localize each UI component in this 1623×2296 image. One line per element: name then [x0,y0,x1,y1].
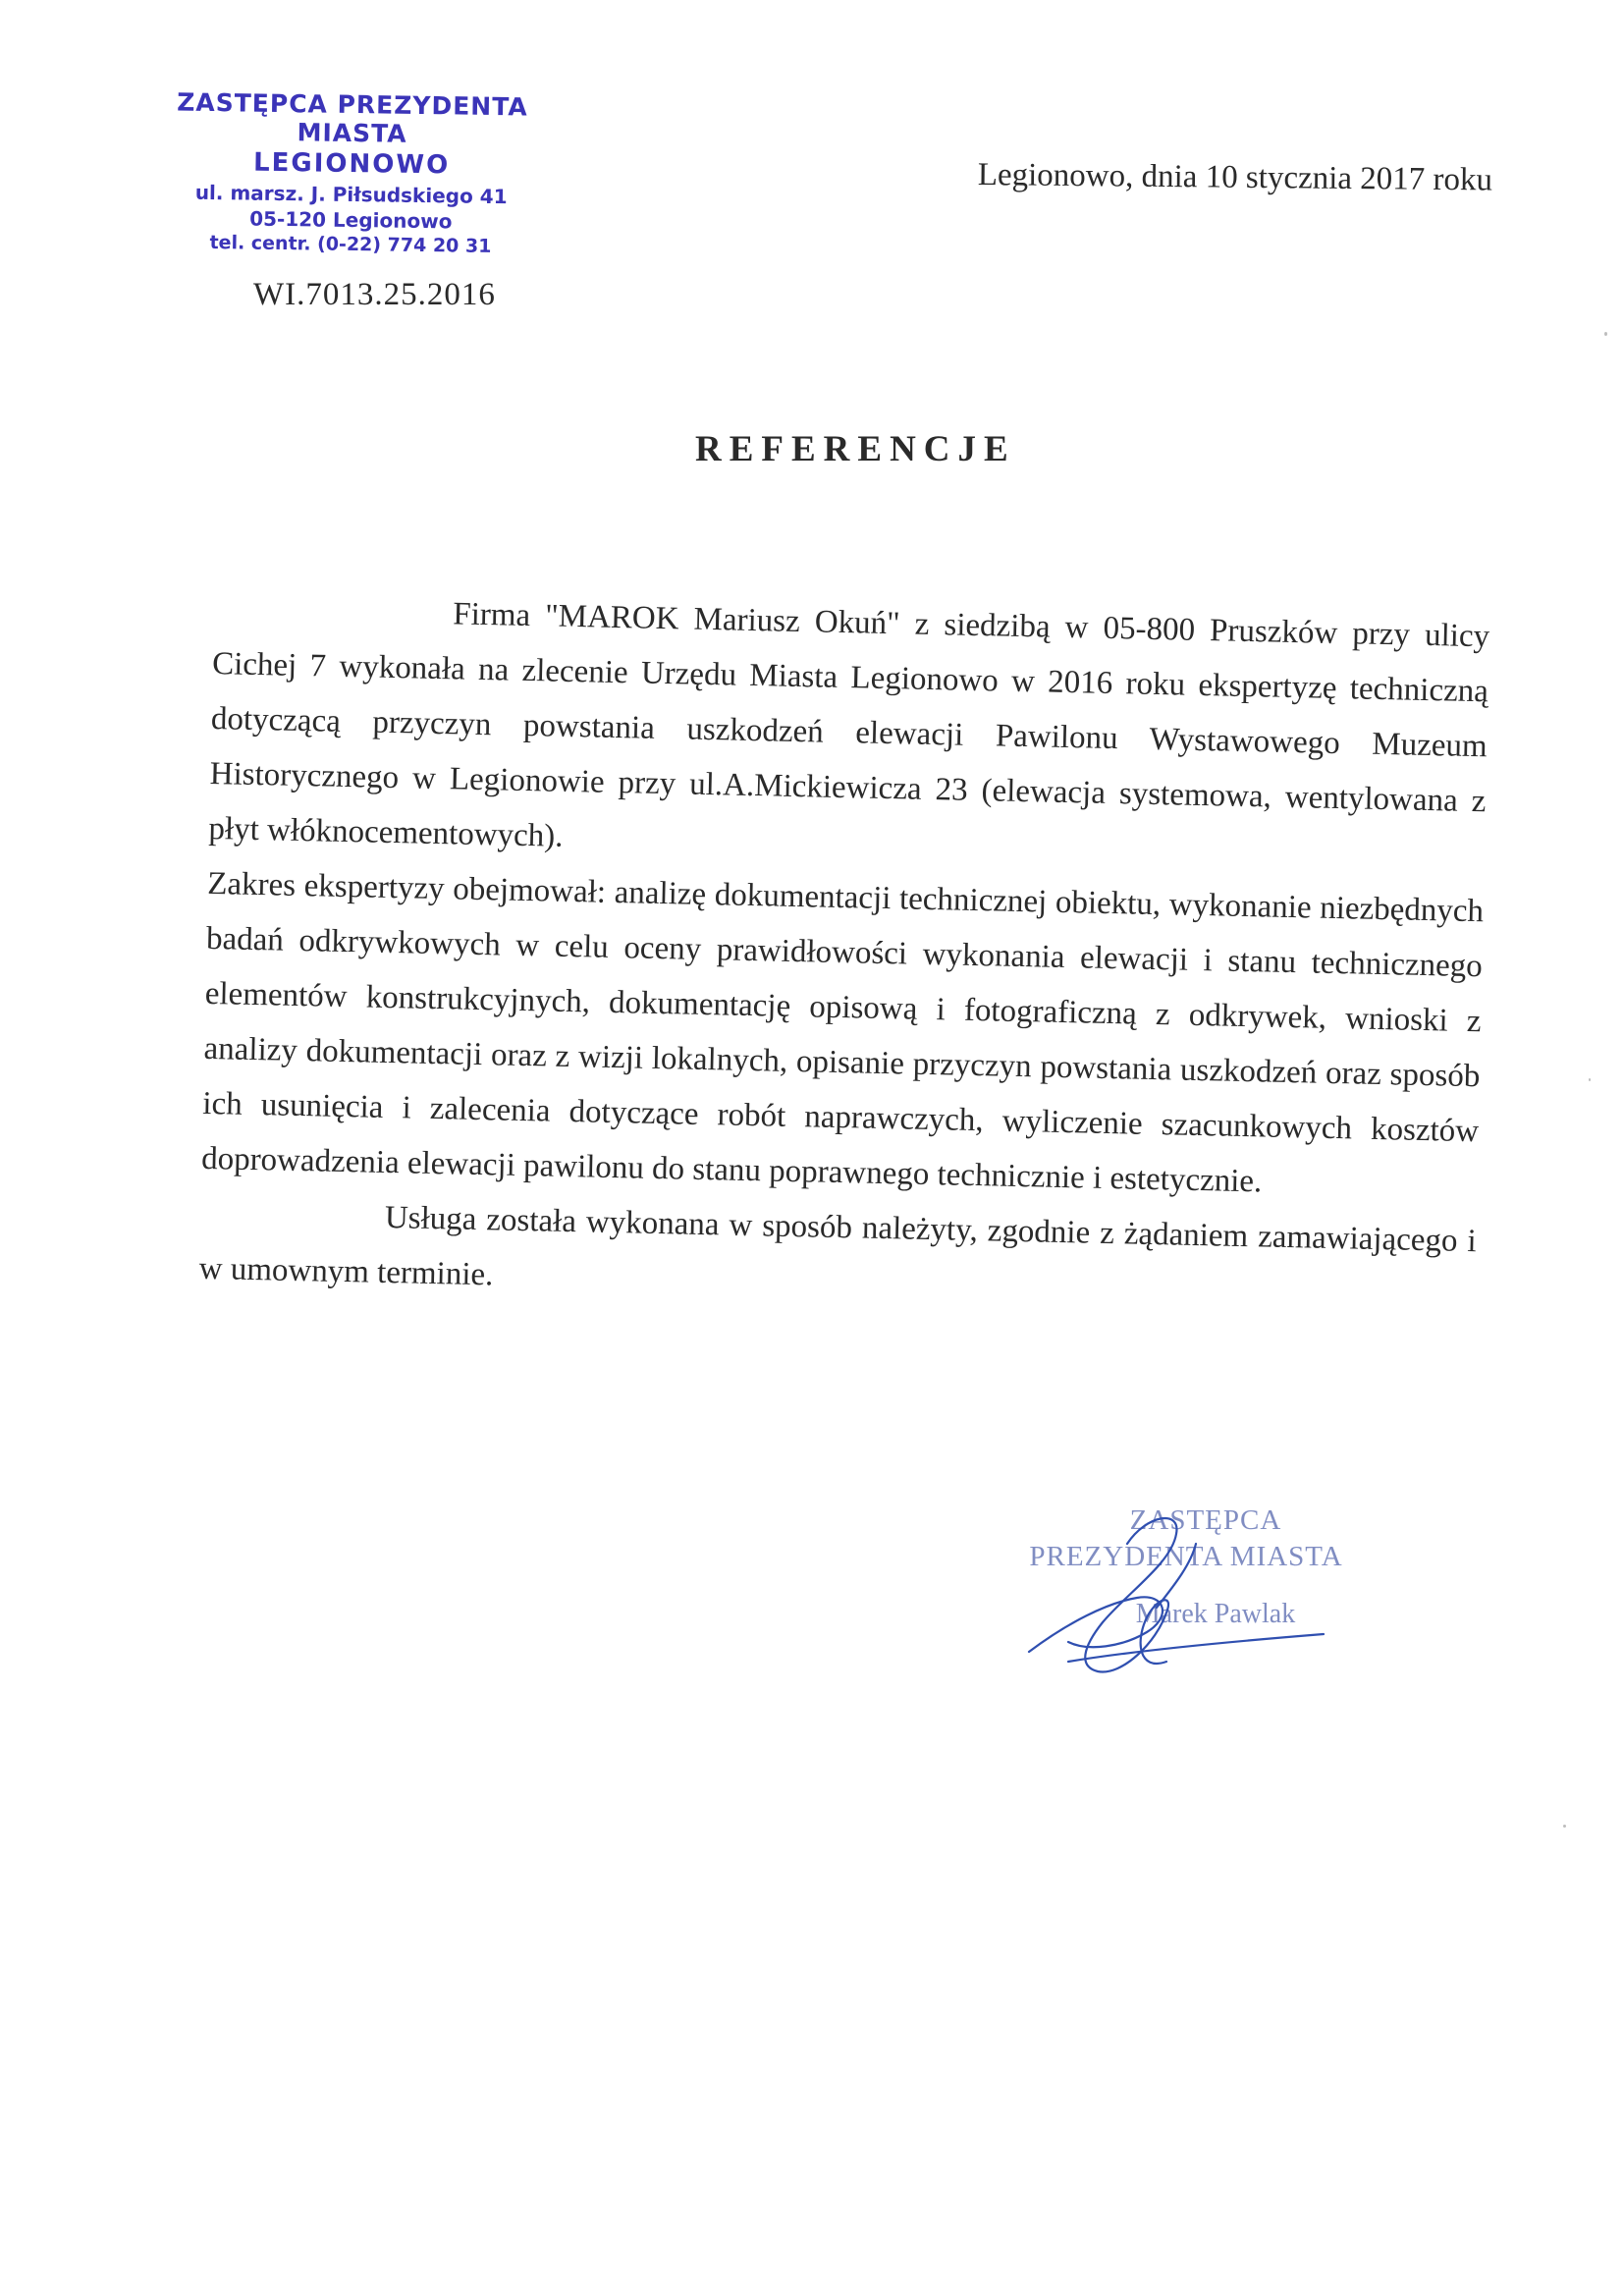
signature-stamp-office: PREZYDENTA MIASTA [1029,1541,1343,1572]
handwritten-signature [1009,1504,1363,1701]
reference-number: WI.7013.25.2016 [253,277,496,312]
signature-block [1009,1504,1363,1701]
stamp-office-title: ZASTĘPCA PREZYDENTA MIASTA [177,87,528,148]
office-header-stamp [164,87,539,257]
scan-speck [1589,1078,1591,1081]
place-and-date: Legionowo, dnia 10 stycznia 2017 roku [977,157,1493,198]
scan-speck [1563,1825,1566,1828]
signature-stamp-name: Marek Pawlak [1135,1599,1296,1629]
signature-stamp-title: ZASTĘPCA [1129,1504,1282,1536]
document-title: REFERENCJE [695,429,1016,469]
scan-speck [1604,332,1607,336]
paragraph-scope: Zakres ekspertyzy obejmował: analizę dokumentacji technicznej obiektu, wykonanie niezbędnych badań odkrywkowych w celu oceny prawidłowości wykonania elewacji i stanu technicznego elementów konstrukcyjnych, dokumentację opisową i fotograficzną z odkrywek, wnioski z analizy dokumentacji oraz z wizji lokalnych, opisanie przyczyn powstania uszkodzeń oraz sposób ich usunięcia i zalecenia dotyczące robót naprawczych, wyliczenie szacunkowych kosztów doprowadzenia elewacji pawilonu do stanu poprawnego technicznie i estetycznie. [200,865,1485,1200]
stamp-phone: tel. centr. (0-22) 774 20 31 [209,231,492,257]
stamp-postal-code: 05-120 Legionowo [249,206,453,234]
stamp-city: LEGIONOWO [252,147,451,181]
paragraph-conclusion: Usługa została wykonana w sposób należyty, zgodnie z żądaniem zamawiającego i w umownym terminie. [198,1199,1478,1293]
letter-body [198,581,1490,1324]
paragraph-intro: Firma "MAROK Mariusz Okuń" z siedzibą w 05-800 Pruszków przy ulicy Cichej 7 wykonała na zlecenie Urzędu Miasta Legionowo w 2016 roku ekspertyzę techniczną dotyczącą przyczyn powstania uszkodzeń elewacji Pawilonu Wystawowego Muzeum Historycznego w Legionowie przy ul.A.Mickiewicza 23 (elewacja systemowa, wentylowana z płyt włóknocementowych). [208,596,1490,854]
stamp-street: ul. marsz. J. Piłsudskiego 41 [194,180,508,209]
